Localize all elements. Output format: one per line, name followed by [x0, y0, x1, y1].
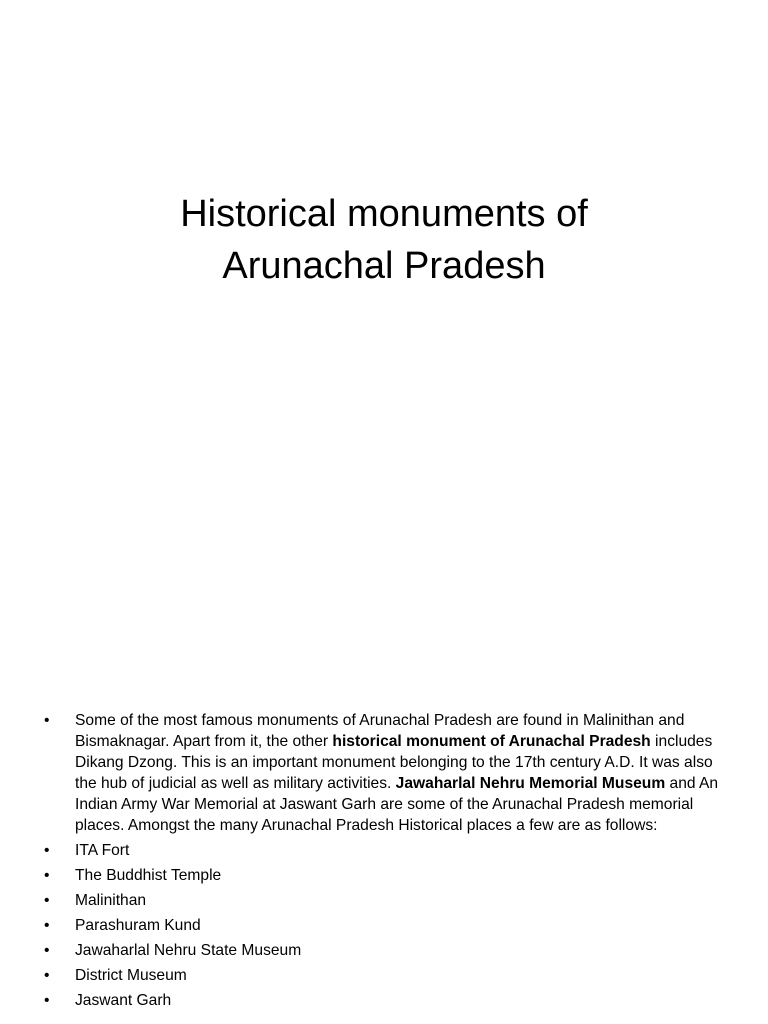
intro-text — [75, 712, 718, 834]
bullet-icon: • — [44, 867, 50, 884]
intro-segment-1: Some of the most famous monuments of Arunachal Pradesh are found in Malinithan and Bismaknagar. Apart from it, the other — [75, 712, 685, 750]
intro-bullet — [42, 710, 732, 836]
slide-title-line-1: Historical monuments of — [180, 193, 588, 235]
list-item-text: Jawaharlal Nehru State Museum — [75, 942, 302, 959]
bullet-icon: • — [44, 917, 50, 934]
list-item-text: Parashuram Kund — [75, 917, 201, 934]
list-item-text: District Museum — [75, 967, 187, 984]
bullet-icon: • — [44, 967, 50, 984]
list-item — [42, 990, 732, 1011]
list-item — [42, 915, 732, 936]
slide-title — [0, 188, 768, 292]
list-item-text: Malinithan — [75, 892, 147, 909]
bullet-icon: • — [44, 842, 50, 859]
list-item — [42, 940, 732, 961]
intro-bold-museum: Jawaharlal Nehru Memorial Museum — [395, 775, 666, 792]
list-item — [42, 840, 732, 861]
intro-bold-monument: historical monument of Arunachal Pradesh — [332, 733, 651, 750]
list-item-text: The Buddhist Temple — [75, 867, 222, 884]
list-item-text: Jaswant Garh — [75, 992, 172, 1009]
bullet-icon: • — [44, 892, 50, 909]
bullet-icon: • — [44, 712, 50, 729]
bullet-icon: • — [44, 992, 50, 1009]
intro-segment-3: and An Indian Army War Memorial at Jaswant Garh are some of the Arunachal Pradesh memorial places. Amongst the many Arunachal Pradesh Historical places a few are as follows: — [75, 775, 719, 834]
list-item — [42, 890, 732, 911]
list-item — [42, 965, 732, 986]
list-item — [42, 865, 732, 886]
intro-segment-2: includes Dikang Dzong. This is an important monument belonging to the 17th century A.D. It was also the hub of judicial as well as military activities. — [75, 733, 713, 792]
list-item-text: ITA Fort — [75, 842, 130, 859]
slide-title-line-2: Arunachal Pradesh — [222, 245, 546, 287]
bullet-list — [42, 710, 732, 1015]
bullet-icon: • — [44, 942, 50, 959]
